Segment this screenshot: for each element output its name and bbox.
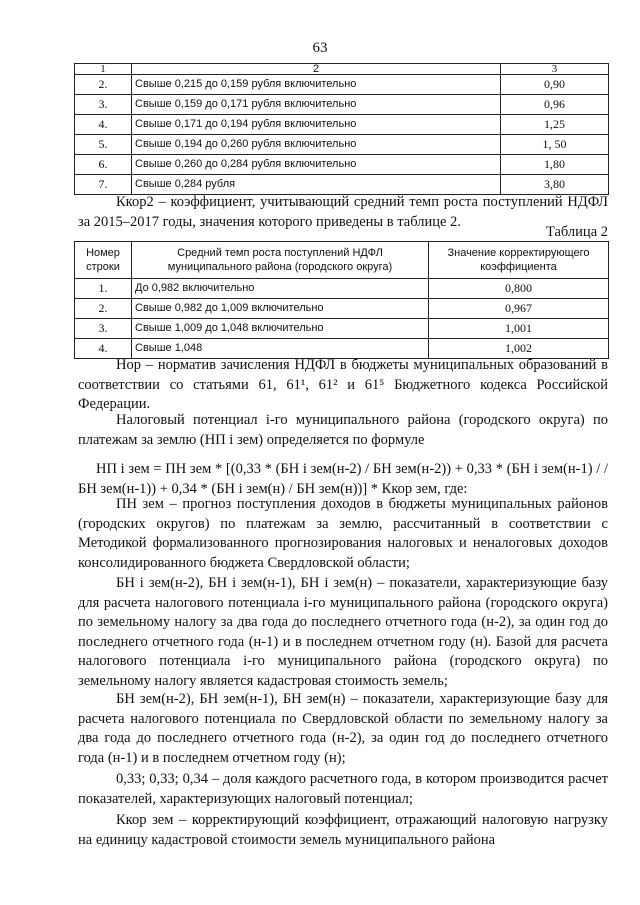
- table-row: [75, 279, 609, 299]
- row-value: 1,25: [501, 115, 609, 135]
- header-cell: 2: [132, 64, 501, 75]
- row-number: 7.: [75, 175, 132, 195]
- header-cell: Средний темп роста поступлений НДФЛ муниципального района (городского округа): [132, 242, 429, 279]
- row-range: Свыше 0,159 до 0,171 рубля включительно: [132, 95, 501, 115]
- header-cell: 1: [75, 64, 132, 75]
- row-number: 4.: [75, 339, 132, 359]
- row-number: 4.: [75, 115, 132, 135]
- table-row: [75, 175, 609, 195]
- table-header-row: [75, 64, 609, 75]
- formula: НП i зем = ПН зем * [(0,33 * (БН i зем(н-2) / БН зем(н-2)) + 0,33 * (БН i зем(н-1) / / БН зем(н-1)) + 0,34 * (БН i зем(н) / БН зем(н))] * Ккор зем, где:: [78, 461, 608, 497]
- table-row: [75, 299, 609, 319]
- table-row: [75, 319, 609, 339]
- table-row: [75, 115, 609, 135]
- row-number: 3.: [75, 319, 132, 339]
- coefficient-table-2: [74, 241, 609, 359]
- table-2-caption: Таблица 2: [545, 224, 608, 240]
- paragraph-nor: Нор – норматив зачисления НДФЛ в бюджеты муниципальных образований в соответствии со статьями 61, 61¹, 61² и 61⁵ Бюджетного кодекса Российской Федерации.: [78, 357, 608, 413]
- row-range: Свыше 1,009 до 1,048 включительно: [132, 319, 429, 339]
- row-number: 3.: [75, 95, 132, 115]
- table-header-row: [75, 242, 609, 279]
- row-range: Свыше 0,194 до 0,260 рубля включительно: [132, 135, 501, 155]
- paragraph-kkor-zem: Ккор зем – корректирующий коэффициент, отражающий налоговую нагрузку на единицу кадастровой стоимости земель муниципального района: [78, 812, 608, 848]
- paragraph-bn-municipal: БН i зем(н-2), БН i зем(н-1), БН i зем(н) – показатели, характеризующие базу для расчета налогового потенциала i-го муниципального района (городского округа) по земельному налогу за два года до последнего отчетного года (н-2), за один год до последнего отчетного года (н-1) и в последнем отчетном году (н). Базой для расчета налогового потенциала i-го муниципального района (городского округа) по земельному налогу является кадастровая стоимость земель;: [78, 575, 608, 689]
- row-value: 1,001: [429, 319, 609, 339]
- paragraph-bn-region: БН зем(н-2), БН зем(н-1), БН зем(н) – показатели, характеризующие базу для расчета налогового потенциала по Свердловской области по земельному налогу за два года до последнего отчетного года (н-2), за один год до последнего отчетного года (н-1) и в последнем отчетном году (н);: [78, 691, 608, 766]
- row-number: 5.: [75, 135, 132, 155]
- row-number: 6.: [75, 155, 132, 175]
- row-range: Свыше 0,215 до 0,159 рубля включительно: [132, 75, 501, 95]
- row-range: Свыше 0,284 рубля: [132, 175, 501, 195]
- row-range: До 0,982 включительно: [132, 279, 429, 299]
- row-range: Свыше 0,171 до 0,194 рубля включительно: [132, 115, 501, 135]
- paragraph-np: Налоговый потенциал i-го муниципального района (городского округа) по платежам за землю (НП i зем) определяется по формуле: [78, 412, 608, 448]
- row-value: 0,800: [429, 279, 609, 299]
- table-row: [75, 155, 609, 175]
- row-range: Свыше 0,260 до 0,284 рубля включительно: [132, 155, 501, 175]
- page-number: 63: [312, 40, 328, 56]
- row-value: 1,80: [501, 155, 609, 175]
- row-value: 0,967: [429, 299, 609, 319]
- paragraph-kkor2: Ккор2 – коэффициент, учитывающий средний темп роста поступлений НДФЛ за 2015–2017 годы, значения которого приведены в таблице 2.: [78, 194, 608, 230]
- paragraph-pn: ПН зем – прогноз поступления доходов в бюджеты муниципальных районов (городских округов) по платежам за землю, рассчитанный в соответствии с Методикой формализованного прогнозирования налоговых и неналоговых доходов консолидированного бюджета Свердловской области;: [78, 496, 608, 571]
- row-value: 1, 50: [501, 135, 609, 155]
- row-value: 0,90: [501, 75, 609, 95]
- table-row: [75, 95, 609, 115]
- row-number: 1.: [75, 279, 132, 299]
- row-value: 0,96: [501, 95, 609, 115]
- header-cell: 3: [501, 64, 609, 75]
- row-value: 3,80: [501, 175, 609, 195]
- row-range: Свыше 1,048: [132, 339, 429, 359]
- row-number: 2.: [75, 299, 132, 319]
- header-cell: Значение корректирующего коэффициента: [429, 242, 609, 279]
- paragraph-share: 0,33; 0,33; 0,34 – доля каждого расчетного года, в котором производится расчет показателей, характеризующих налоговый потенциал;: [78, 771, 608, 807]
- row-range: Свыше 0,982 до 1,009 включительно: [132, 299, 429, 319]
- row-number: 2.: [75, 75, 132, 95]
- table-row: [75, 75, 609, 95]
- row-value: 1,002: [429, 339, 609, 359]
- table-row: [75, 135, 609, 155]
- coefficient-table-1: [74, 63, 609, 195]
- header-cell: Номер строки: [75, 242, 132, 279]
